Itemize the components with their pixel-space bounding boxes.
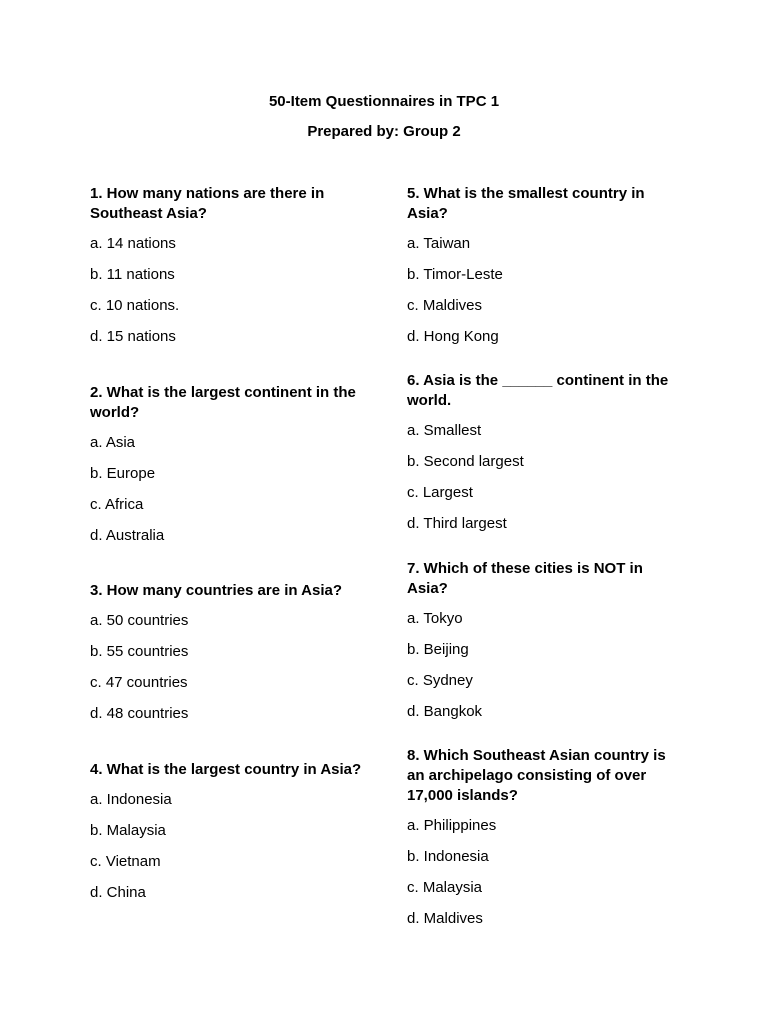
- option-d: d. Hong Kong: [407, 328, 499, 345]
- option-c: c. Vietnam: [90, 853, 161, 870]
- option-d: d. Third largest: [407, 515, 507, 532]
- answer-options: [90, 234, 365, 358]
- option-a: a. 50 countries: [90, 612, 189, 629]
- question-text: 3. How many countries are in Asia?: [90, 582, 343, 599]
- question-text: 2. What is the largest continent in the world?: [90, 384, 356, 421]
- option-b: b. 55 countries: [90, 643, 189, 660]
- question-3: [90, 581, 365, 735]
- question-text: 8. Which Southeast Asian country is an archipelago consisting of over 17,000 islands?: [407, 747, 666, 804]
- option-d: d. Australia: [90, 527, 165, 544]
- option-d: d. Bangkok: [407, 703, 483, 720]
- answer-options: [407, 234, 682, 358]
- option-b: b. Europe: [90, 465, 156, 482]
- option-d: d. Maldives: [407, 910, 483, 927]
- option-c: c. Africa: [90, 496, 144, 513]
- question-5: [407, 184, 682, 358]
- prepared-by-line: Prepared by: Group 2: [307, 123, 461, 140]
- question-text: 1. How many nations are there in Southeast Asia?: [90, 185, 325, 222]
- option-c: c. Largest: [407, 484, 473, 501]
- option-a: a. Taiwan: [407, 235, 471, 252]
- question-7: [407, 559, 682, 733]
- answer-options: [90, 433, 365, 557]
- option-d: d. 15 nations: [90, 328, 176, 345]
- answer-options: [90, 790, 365, 914]
- question-text: 5. What is the smallest country in Asia?: [407, 185, 645, 222]
- answer-options: [407, 816, 682, 940]
- option-c: c. 47 countries: [90, 674, 188, 691]
- option-b: b. Beijing: [407, 641, 469, 658]
- option-c: c. Sydney: [407, 672, 473, 689]
- question-8: [407, 746, 682, 940]
- option-b: b. Indonesia: [407, 848, 489, 865]
- option-b: b. Second largest: [407, 453, 524, 470]
- option-d: d. China: [90, 884, 146, 901]
- option-a: a. Philippines: [407, 817, 497, 834]
- question-2: [90, 383, 365, 557]
- answer-options: [407, 421, 682, 545]
- option-a: a. Smallest: [407, 422, 482, 439]
- question-4: [90, 760, 365, 914]
- answer-options: [90, 611, 365, 735]
- question-1: [90, 184, 365, 358]
- document-title: 50-Item Questionnaires in TPC 1: [268, 93, 500, 110]
- option-c: c. 10 nations.: [90, 297, 180, 314]
- option-c: c. Malaysia: [407, 879, 483, 896]
- option-b: b. 11 nations: [90, 266, 175, 283]
- option-d: d. 48 countries: [90, 705, 189, 722]
- question-text: 7. Which of these cities is NOT in Asia?: [407, 560, 643, 597]
- question-6: [407, 371, 682, 545]
- option-c: c. Maldives: [407, 297, 483, 314]
- question-text: 6. Asia is the ______ continent in the world.: [407, 372, 669, 409]
- answer-options: [407, 609, 682, 733]
- option-a: a. 14 nations: [90, 235, 176, 252]
- question-text: 4. What is the largest country in Asia?: [90, 761, 362, 778]
- option-a: a. Asia: [90, 434, 136, 451]
- option-b: b. Timor-Leste: [407, 266, 503, 283]
- option-a: a. Indonesia: [90, 791, 172, 808]
- option-a: a. Tokyo: [407, 610, 463, 627]
- option-b: b. Malaysia: [90, 822, 166, 839]
